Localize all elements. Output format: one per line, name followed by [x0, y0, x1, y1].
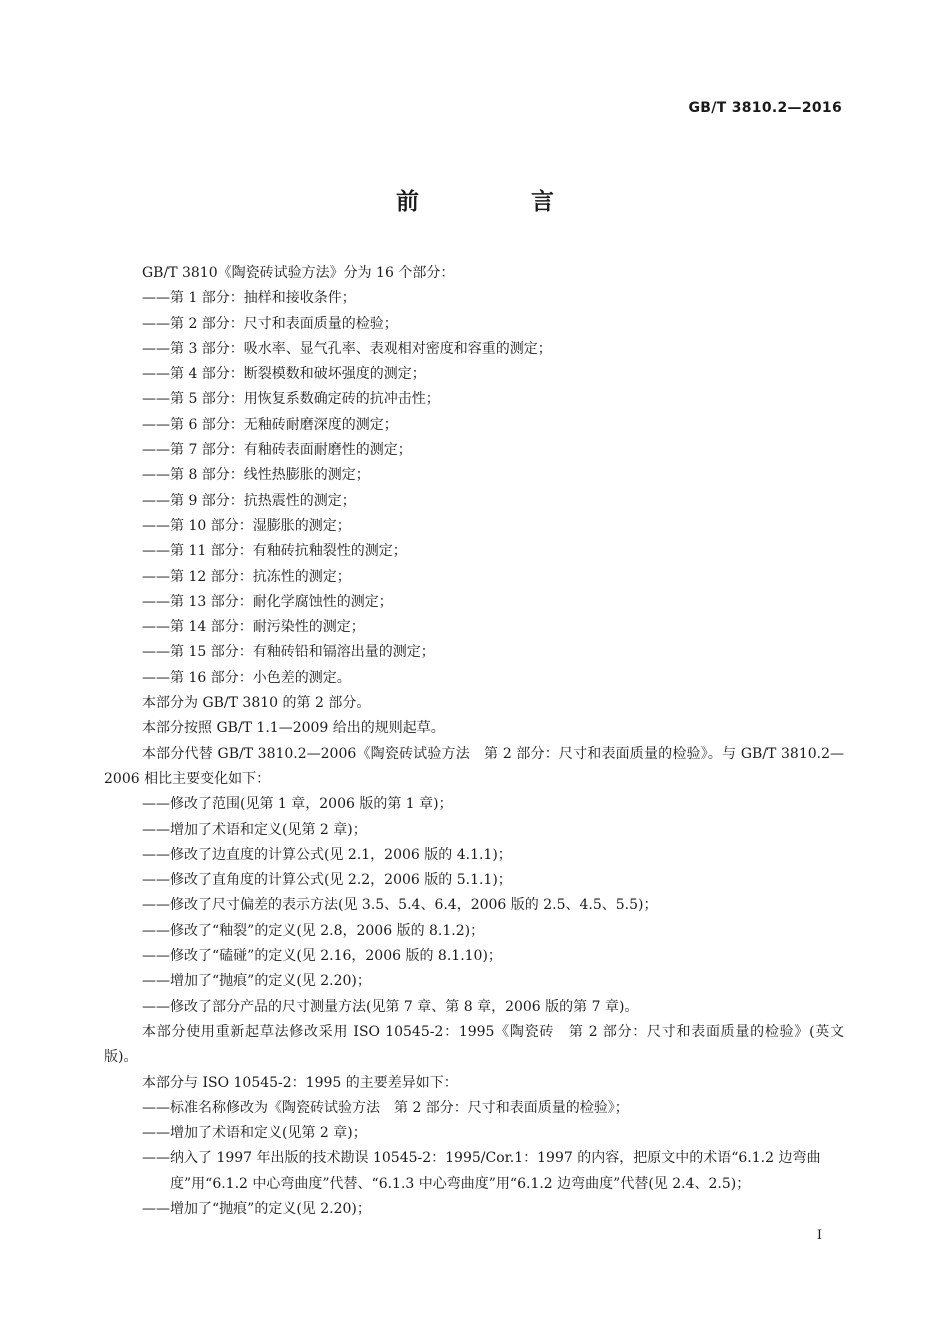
list-item: ——第 10 部分：湿膨胀的测定； [142, 517, 351, 534]
list-item: ——第 1 部分：抽样和接收条件； [142, 290, 356, 307]
statement-iso: 本部分使用重新起草法修改采用 ISO 10545-2：1995《陶瓷砖 第 2 部分：尺寸和表面质量的检验》(英文版)。 [104, 1023, 844, 1066]
list-item: ——修改了“釉裂”的定义(见 2.8，2006 版的 8.1.2)； [142, 922, 485, 939]
list-item: ——第 4 部分：断裂模数和破坏强度的测定； [142, 366, 426, 383]
list-item: ——增加了“抛痕”的定义(见 2.20)； [142, 1200, 371, 1217]
statement-part: 本部分为 GB/T 3810 的第 2 部分。 [142, 695, 371, 712]
list-item: ——标准名称修改为《陶瓷砖试验方法 第 2 部分：尺寸和表面质量的检验》； [142, 1099, 629, 1116]
list-item: ——修改了部分产品的尺寸测量方法(见第 7 章、第 8 章，2006 版的第 7 章)。 [142, 998, 639, 1015]
list-item: ——第 3 部分：吸水率、显气孔率、表观相对密度和容重的测定； [142, 340, 552, 357]
list-item: ——第 15 部分：有釉砖铅和镉溶出量的测定； [142, 644, 435, 661]
list-item: ——第 12 部分：抗冻性的测定； [142, 568, 351, 585]
statement-diff: 本部分与 ISO 10545-2：1995 的主要差异如下： [142, 1074, 458, 1091]
list-item: ——第 14 部分：耐污染性的测定； [142, 619, 365, 636]
list-item: ——第 11 部分：有釉砖抗釉裂性的测定； [142, 543, 407, 560]
intro-paragraph: GB/T 3810《陶瓷砖试验方法》分为 16 个部分： [142, 265, 455, 281]
statement-rules: 本部分按照 GB/T 1.1—2009 给出的规则起草。 [142, 720, 445, 737]
list-item: ——修改了直角度的计算公式(见 2.2，2006 版的 5.1.1)； [142, 872, 512, 889]
list-item: ——第 16 部分：小色差的测定。 [142, 669, 351, 686]
list-item: ——增加了术语和定义(见第 2 章)； [142, 821, 367, 838]
page-number: I [816, 1228, 822, 1243]
page-title: 前 言 [395, 189, 606, 215]
list-item: ——第 2 部分：尺寸和表面质量的检验； [142, 315, 398, 332]
list-item: ——第 5 部分：用恢复系数确定砖的抗冲击性； [142, 391, 440, 408]
list-item: ——修改了边直度的计算公式(见 2.1，2006 版的 4.1.1)； [142, 846, 512, 863]
list-item: ——修改了范围(见第 1 章，2006 版的第 1 章)； [142, 796, 453, 813]
list-item: ——修改了尺寸偏差的表示方法(见 3.5、5.4、6.4，2006 版的 2.5、4.5、5.5)； [142, 897, 658, 914]
list-item: ——纳入了 1997 年出版的技术勘误 10545-2：1995/Cor.1：1997 的内容，把原文中的术语“6.1.2 边弯曲度”用“6.1.2 中心弯曲度”代替、“6.1.3 中心弯曲度”用“6.1.2 边弯曲度”代替(见 2.4、2.5)； [142, 1150, 821, 1192]
foreword-body [104, 261, 844, 1222]
list-item: ——第 9 部分：抗热震性的测定； [142, 492, 356, 509]
standard-code: GB/T 3810.2—2016 [688, 100, 842, 116]
list-item: ——第 13 部分：耐化学腐蚀性的测定； [142, 593, 393, 610]
list-item: ——第 6 部分：无釉砖耐磨深度的测定； [142, 416, 398, 433]
list-item: ——修改了“磕碰”的定义(见 2.16，2006 版的 8.1.10)； [142, 948, 502, 965]
list-item: ——第 8 部分：线性热膨胀的测定； [142, 467, 370, 484]
list-item: ——增加了“抛痕”的定义(见 2.20)； [142, 973, 371, 990]
list-item: ——增加了术语和定义(见第 2 章)； [142, 1125, 367, 1142]
statement-replace: 本部分代替 GB/T 3810.2—2006《陶瓷砖试验方法 第 2 部分：尺寸和表面质量的检验》。与 GB/T 3810.2—2006 相比主要变化如下： [104, 745, 844, 787]
list-item: ——第 7 部分：有釉砖表面耐磨性的测定； [142, 442, 412, 459]
